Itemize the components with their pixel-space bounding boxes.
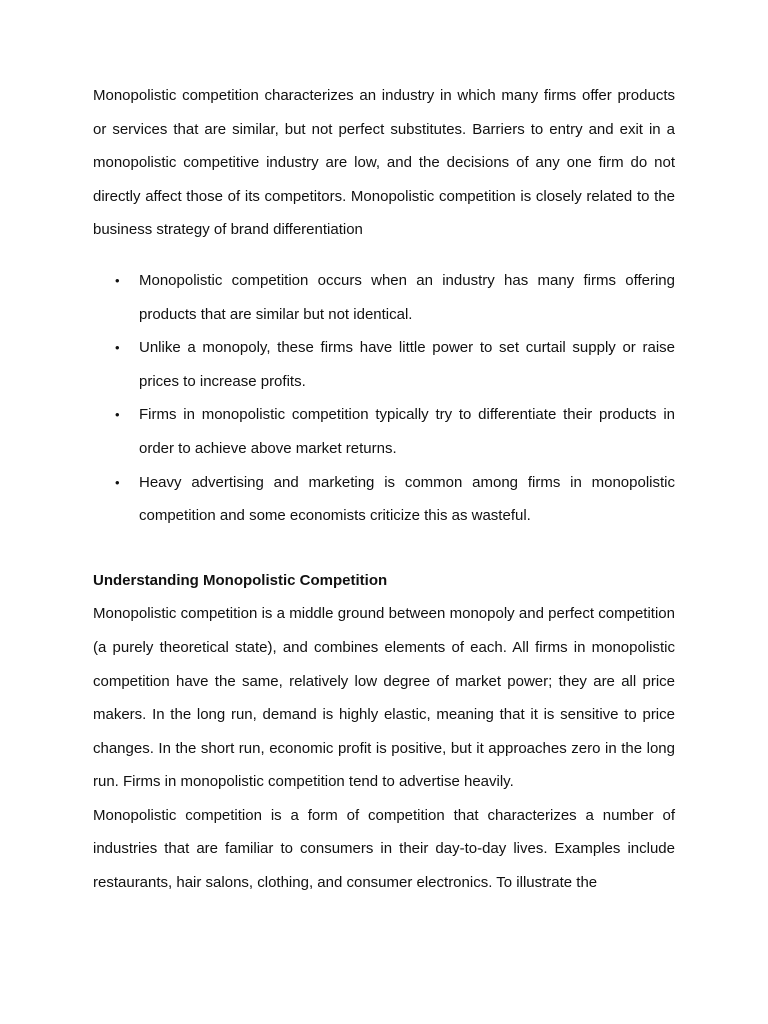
bullet-item [93,264,675,331]
bullet-icon: • [115,474,120,490]
bullet-icon: • [115,340,120,356]
bullet-item [93,466,675,533]
bullet-item [93,331,675,398]
section-paragraph: Monopolistic competition is a middle ground between monopoly and perfect competition (a purely theoretical state), and combines elements of each. All firms in monopolistic competition have the same, relatively low degree of market power; they are all price makers. In the long run, demand is highly elastic, meaning that it is sensitive to price changes. In the short run, economic profit is positive, but it approaches zero in the long run. Firms in monopolistic competition tend to advertise heavily. [93,605,675,791]
bullet-text: Monopolistic competition occurs when an industry has many firms offering products that are similar but not identical. [139,271,675,323]
intro-paragraph: Monopolistic competition characterizes an industry in which many firms offer products or services that are similar, but not perfect substitutes. Barriers to entry and exit in a monopolistic competitive industry are low, and the decisions of any one firm do not directly affect those of its competitors. Monopolistic competition is closely related to the business strategy of brand differentiation [93,87,675,239]
document-body [93,79,675,900]
bullet-text: Heavy advertising and marketing is common among firms in monopolistic competition and some economists criticize this as wasteful. [139,473,675,525]
bullet-item [93,398,675,465]
bullet-list [93,264,675,533]
bullet-text: Firms in monopolistic competition typically try to differentiate their products in order to achieve above market returns. [139,406,675,457]
bullet-icon: • [115,272,120,288]
bullet-text: Unlike a monopoly, these firms have little power to set curtail supply or raise prices to increase profits. [139,339,675,390]
bullet-icon: • [115,407,120,423]
section-paragraph: Monopolistic competition is a form of competition that characterizes a number of industries that are familiar to consumers in their day-to-day lives. Examples include restaurants, hair salons, clothing, and consumer electronics. To illustrate the [93,806,675,892]
section-heading: Understanding Monopolistic Competition [93,571,388,589]
